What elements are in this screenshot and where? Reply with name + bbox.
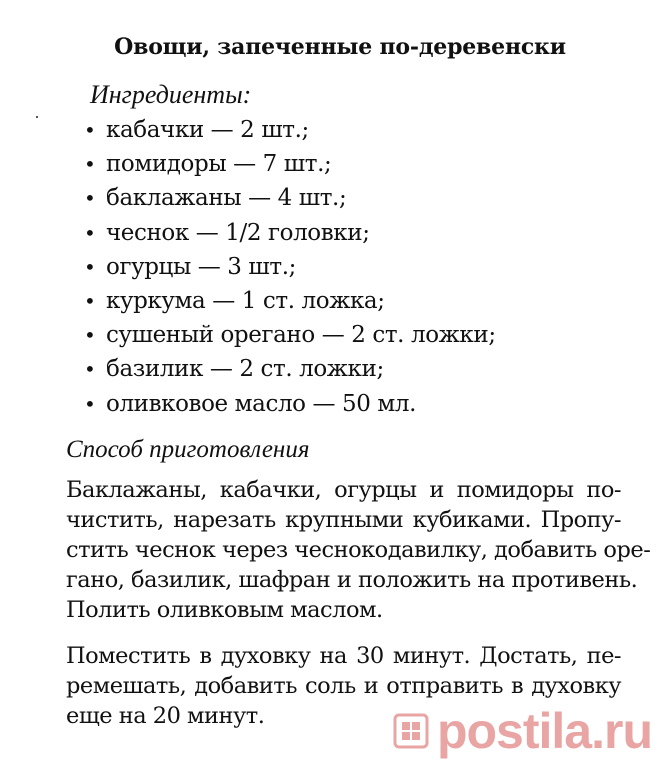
ingredient-text: сушеный орегано — 2 ст. ложки;	[106, 322, 496, 349]
paragraph-line: гано, базилик, шафран и положить на противень.	[66, 567, 638, 593]
ingredient-item	[84, 387, 496, 421]
paragraph-line: Полить оливковым маслом.	[66, 597, 383, 623]
postila-watermark	[393, 703, 652, 759]
recipe-title: Овощи, запеченные по-деревенски	[114, 34, 566, 60]
ingredient-text: кабачки — 2 шт.;	[106, 117, 309, 143]
method-heading: Способ приготовления	[66, 436, 310, 463]
postila-logo-icon	[393, 713, 429, 749]
paragraph-line: стить чеснок через чеснокодавилку, добавить оре-	[66, 537, 651, 563]
paragraph-line: чистить, нарезать крупными кубиками. Пропу-	[66, 507, 621, 533]
ingredient-text: оливковое масло — 50 мл.	[106, 390, 417, 417]
ingredient-text: базилик — 2 ст. ложки;	[106, 356, 384, 383]
bullet: •	[84, 186, 96, 211]
bullet: •	[84, 391, 96, 416]
ingredient-text: помидоры — 7 шт.;	[106, 151, 332, 178]
bullet: •	[84, 323, 96, 348]
paragraph-line: еще на 20 минут.	[66, 703, 265, 729]
ingredient-item	[84, 318, 496, 352]
bullet: •	[84, 152, 96, 177]
bullet: •	[84, 288, 96, 313]
paragraph-line: Поместить в духовку на 30 минут. Достать, пе-	[66, 643, 621, 669]
paragraph-line: ремешать, добавить соль и отправить в духовку	[66, 673, 621, 699]
ingredient-text: чеснок — 1/2 головки;	[106, 219, 370, 246]
ingredient-item	[84, 216, 496, 250]
scan-speck	[36, 116, 38, 118]
paragraph-line: Баклажаны, кабачки, огурцы и помидоры по-	[66, 477, 621, 503]
ingredients-heading: Ингредиенты:	[90, 80, 252, 109]
bullet: •	[84, 357, 96, 382]
ingredient-text: огурцы — 3 шт.;	[106, 253, 296, 280]
ingredient-item	[84, 284, 496, 318]
ingredients-list	[84, 113, 496, 421]
ingredient-item	[84, 250, 496, 284]
ingredient-item	[84, 181, 496, 215]
ingredient-item	[84, 113, 496, 147]
bullet: •	[84, 254, 96, 279]
bullet: •	[84, 118, 96, 142]
watermark-text: postila.ru	[436, 703, 652, 759]
ingredient-text: куркума — 1 ст. ложка;	[106, 287, 385, 314]
ingredient-item	[84, 352, 496, 386]
method-paragraph-1	[66, 475, 651, 625]
ingredient-text: баклажаны — 4 шт.;	[106, 185, 347, 212]
ingredient-item	[84, 147, 496, 181]
bullet: •	[84, 220, 96, 245]
